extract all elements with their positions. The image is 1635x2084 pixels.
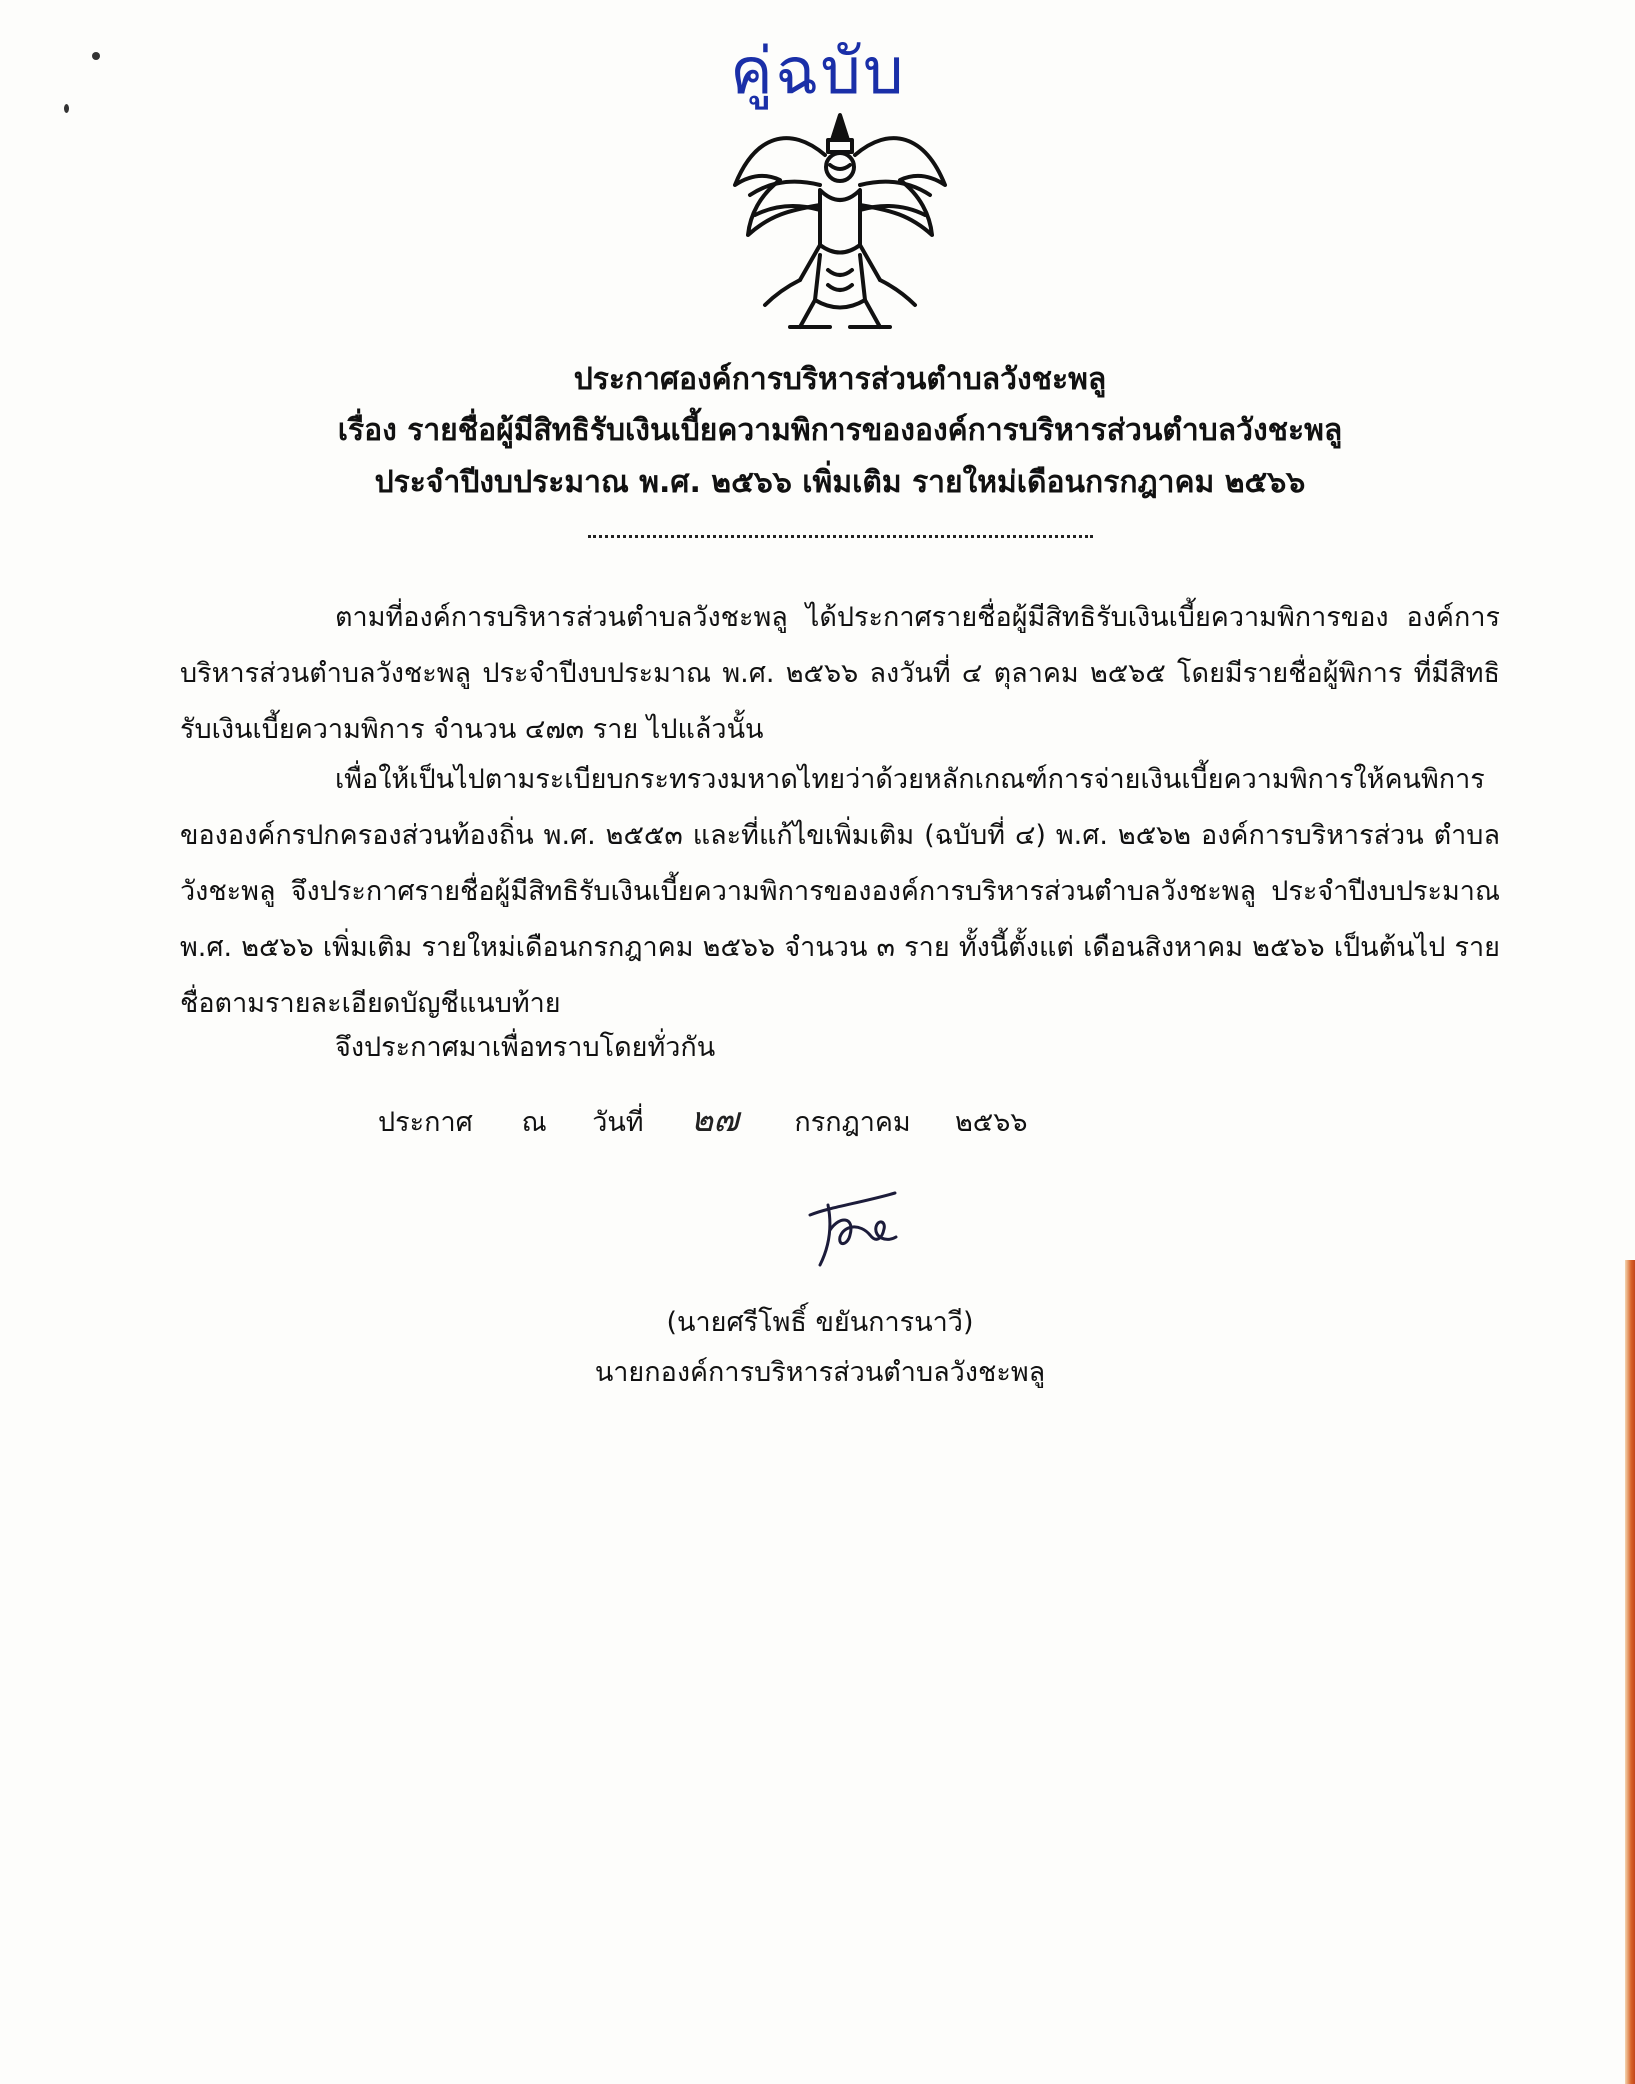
announcement-subject: เรื่อง รายชื่อผู้มีสิทธิรับเงินเบี้ยความพิการขององค์การบริหารส่วนตำบลวังชะพลู bbox=[337, 413, 1343, 448]
paragraph-2-text: เพื่อให้เป็นไปตามระเบียบกระทรวงมหาดไทยว่าด้วยหลักเกณฑ์การจ่ายเงินเบี้ยความพิการให้คนพิการ ขององค์กรปกครองส่วนท้องถิ่น พ.ศ. ๒๕๕๓ และที่แก้ไขเพิ่มเติม (ฉบับที่ ๔) พ.ศ. ๒๕๖๒ องค์การบริหารส่วน ตำบลวังชะพลู จึงประกาศรายชื่อผู้มีสิทธิรับเงินเบี้ยความพิการขององค์การบริหารส่วนตำบลวังชะพลู ประจำปีงบประมาณ พ.ศ. ๒๕๖๖ เพิ่มเติม รายใหม่เดือนกรกฎาคม ๒๕๖๖ จำนวน ๓ ราย ทั้งนี้ตั้งแต่ เดือนสิงหาคม ๒๕๖๖ เป็นต้นไป รายชื่อตามรายละเอียดบัญชีแนบท้าย bbox=[180, 764, 1500, 1019]
scan-speck bbox=[64, 104, 69, 113]
signer-name: (นายศรีโพธิ์ ขยันการนาวี) bbox=[666, 1307, 974, 1338]
garuda-emblem-icon bbox=[720, 95, 960, 345]
date-day: ๒๗ bbox=[690, 1100, 739, 1140]
date-month: กรกฎาคม bbox=[794, 1107, 911, 1138]
body-paragraph-1 bbox=[180, 590, 1500, 758]
date-year: ๒๕๖๖ bbox=[954, 1107, 1028, 1138]
date-day-label: วันที่ bbox=[592, 1107, 644, 1138]
signature-icon bbox=[800, 1185, 910, 1275]
date-label: ประกาศ bbox=[378, 1107, 473, 1138]
scan-edge-stain bbox=[1625, 1260, 1635, 2084]
dotted-divider bbox=[588, 535, 1093, 538]
announcement-fiscal-line: ประจำปีงบประมาณ พ.ศ. ๒๕๖๖ เพิ่มเติม รายใหม่เดือนกรกฎาคม ๒๕๖๖ bbox=[374, 465, 1306, 500]
body-paragraph-2 bbox=[180, 752, 1500, 1032]
announcement-date bbox=[378, 1092, 1027, 1146]
copy-stamp: คู่ฉบับ bbox=[730, 35, 906, 109]
signer-position: นายกองค์การบริหารส่วนตำบลวังชะพลู bbox=[594, 1357, 1046, 1388]
scan-speck bbox=[92, 52, 100, 60]
date-at: ณ bbox=[521, 1107, 547, 1138]
closing-sentence: จึงประกาศมาเพื่อทราบโดยทั่วกัน bbox=[335, 1032, 716, 1063]
announcement-title: ประกาศองค์การบริหารส่วนตำบลวังชะพลู bbox=[573, 362, 1107, 397]
paragraph-1-text: ตามที่องค์การบริหารส่วนตำบลวังชะพลู ได้ประกาศรายชื่อผู้มีสิทธิรับเงินเบี้ยความพิการของ องค์การบริหารส่วนตำบลวังชะพลู ประจำปีงบประมาณ พ.ศ. ๒๕๖๖ ลงวันที่ ๔ ตุลาคม ๒๕๖๕ โดยมีรายชื่อผู้พิการ ที่มีสิทธิรับเงินเบี้ยความพิการ จำนวน ๔๗๓ ราย ไปแล้วนั้น bbox=[180, 602, 1500, 745]
